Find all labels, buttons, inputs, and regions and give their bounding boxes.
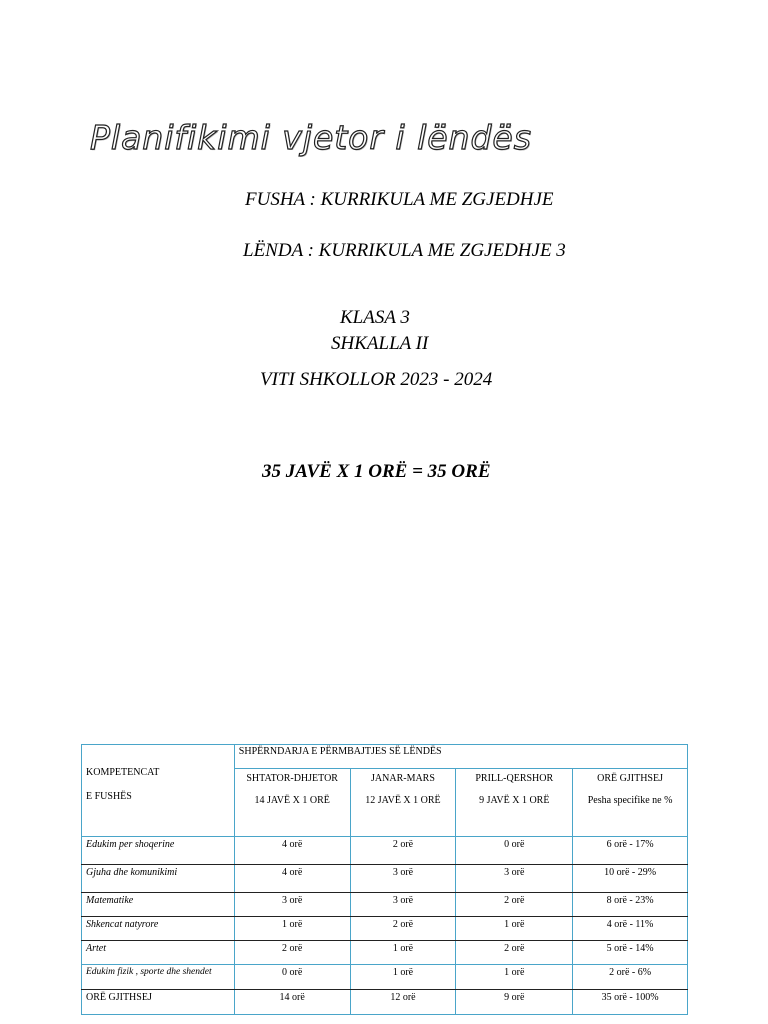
table-cell: 14 orë: [234, 990, 350, 1015]
table-cell: Edukim per shoqerine: [82, 837, 235, 865]
table-cell: Edukim fizik , sporte dhe shendet: [82, 965, 235, 990]
table-row: [82, 893, 688, 917]
table-cell: 1 orë: [234, 917, 350, 941]
table-cell: 10 orë - 29%: [573, 865, 688, 893]
school-year-line: VITI SHKOLLOR 2023 - 2024: [260, 369, 493, 390]
table-cell: 0 orë: [234, 965, 350, 990]
table-cell: 2 orë: [350, 837, 456, 865]
document-title: Planifikimi vjetor i lëndës: [90, 118, 532, 157]
column-header: ORË GJITHSEJ Pesha specifike ne %: [573, 769, 688, 837]
table-row: [82, 917, 688, 941]
table-cell: 2 orë - 6%: [573, 965, 688, 990]
table-cell: Gjuha dhe komunikimi: [82, 865, 235, 893]
table-cell: 4 orë - 11%: [573, 917, 688, 941]
distribution-table: [81, 744, 688, 1015]
table-cell: 3 orë: [234, 893, 350, 917]
table-cell: 3 orë: [350, 865, 456, 893]
total-row: [82, 990, 688, 1015]
table-cell: 2 orë: [456, 893, 573, 917]
table-cell: 9 orë: [456, 990, 573, 1015]
fusha-line: FUSHA : KURRIKULA ME ZGJEDHJE: [245, 189, 554, 210]
table-cell: 6 orë - 17%: [573, 837, 688, 865]
klasa-line: KLASA 3: [340, 307, 410, 328]
column-header: SHTATOR-DHJETOR 14 JAVË X 1 ORË: [234, 769, 350, 837]
table-cell: 1 orë: [456, 917, 573, 941]
table-cell: 4 orë: [234, 837, 350, 865]
competences-header: KOMPETENCAT E FUSHËS: [82, 745, 235, 837]
table-cell: 2 orë: [234, 941, 350, 965]
shkalla-line: SHKALLA II: [331, 333, 429, 354]
table-cell: 1 orë: [350, 965, 456, 990]
table-cell: 5 orë - 14%: [573, 941, 688, 965]
column-header: PRILL-QERSHOR 9 JAVË X 1 ORË: [456, 769, 573, 837]
table-cell: 2 orë: [456, 941, 573, 965]
table-cell: Matematike: [82, 893, 235, 917]
table-cell: 8 orë - 23%: [573, 893, 688, 917]
table-cell: ORË GJITHSEJ: [82, 990, 235, 1015]
table-cell: 1 orë: [350, 941, 456, 965]
table-cell: 3 orë: [350, 893, 456, 917]
distribution-header: SHPËRNDARJA E PËRMBAJTJES SË LËNDËS: [234, 745, 687, 769]
table-cell: 4 orë: [234, 865, 350, 893]
table-row: [82, 837, 688, 865]
table-row: [82, 865, 688, 893]
table-cell: 35 orë - 100%: [573, 990, 688, 1015]
table-cell: Artet: [82, 941, 235, 965]
table-row: [82, 941, 688, 965]
table-cell: Shkencat natyrore: [82, 917, 235, 941]
lenda-line: LËNDA : KURRIKULA ME ZGJEDHJE 3: [243, 240, 566, 261]
table-cell: 0 orë: [456, 837, 573, 865]
table-cell: 12 orë: [350, 990, 456, 1015]
table-cell: 2 orë: [350, 917, 456, 941]
table-cell: 1 orë: [456, 965, 573, 990]
table-row: [82, 965, 688, 990]
table-cell: 3 orë: [456, 865, 573, 893]
hours-summary: 35 JAVË X 1 ORË = 35 ORË: [262, 461, 491, 482]
column-header: JANAR-MARS 12 JAVË X 1 ORË: [350, 769, 456, 837]
